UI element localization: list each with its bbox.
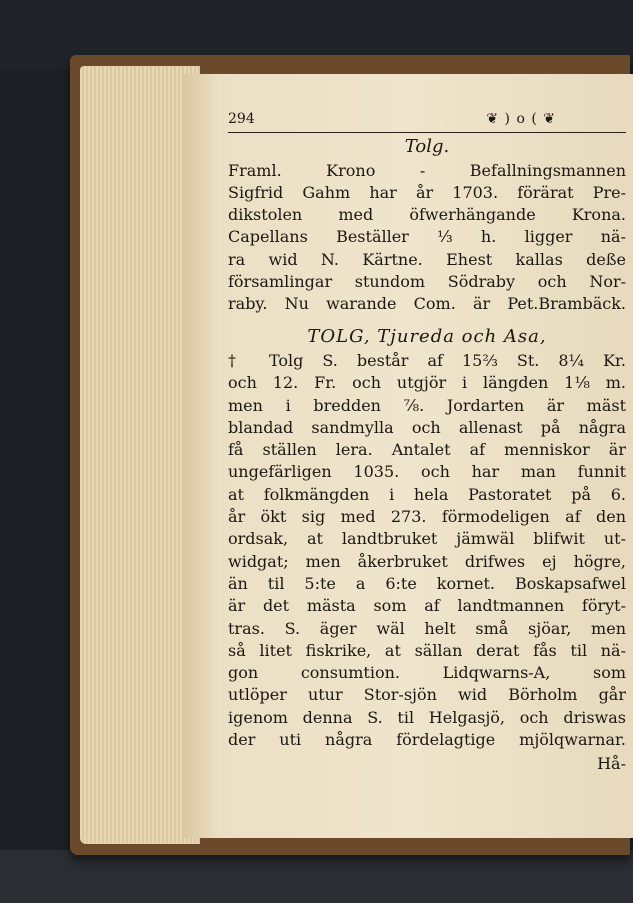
paragraph-1 (228, 160, 626, 316)
text-line: blandad sandmylla och allenast på några (228, 417, 626, 437)
background-bottom (0, 850, 633, 903)
text-line: ra wid N. Kärtne. Ehest kallas deße (228, 249, 626, 269)
text-line: der uti några fördelagtige mjölqwarnar. (228, 730, 626, 750)
header-ornament: ❦ ) o ( ❦ (486, 111, 556, 127)
text-line: än til 5:te a 6:te kornet. Boskapsafwel (228, 573, 626, 593)
text-line: † Tolg S. består af 15⅔ St. 8¼ Kr. (228, 350, 626, 370)
text-line: dikstolen med öfwerhängande Krona. (228, 205, 626, 225)
text-line: församlingar stundom Södraby och Nor- (228, 272, 626, 292)
text-line: så litet fiskrike, at sällan derat fås til nä- (228, 640, 626, 660)
text-line: ordsak, at landtbruket jämwäl blifwit ut- (228, 529, 626, 549)
text-line: få ställen lera. Antalet af menniskor är (228, 440, 626, 460)
page-text (228, 108, 626, 776)
text-line: ungefärligen 1035. och har man funnit (228, 462, 626, 482)
text-line: utlöper utur Stor-sjön wid Börholm går (228, 685, 626, 705)
text-line: raby. Nu warande Com. är Pet.Brambäck. (228, 294, 626, 314)
parish-heading: TOLG, Tjureda och Asa, (307, 325, 547, 347)
text-line: år ökt sig med 273. förmodeligen af den (228, 507, 626, 527)
running-header (228, 108, 626, 133)
text-line: tras. S. äger wäl helt små sjöar, men (228, 618, 626, 638)
text-line: igenom denna S. til Helgasjö, och driswas (228, 707, 626, 727)
text-line: Framl. Krono - Befallningsmannen (228, 160, 626, 180)
page-number: 294 (228, 111, 255, 127)
text-line: widgat; men åkerbruket drifwes ej högre, (228, 551, 626, 571)
paragraph-2 (228, 350, 626, 751)
text-line: Capellans Beställer ⅓ h. ligger nä- (228, 227, 626, 247)
catchword: Hå- (597, 754, 626, 774)
text-line: Sigfrid Gahm har år 1703. förärat Pre- (228, 182, 626, 202)
text-line: och 12. Fr. och utgjör i längden 1⅛ m. (228, 373, 626, 393)
text-line: gon consumtion. Lidqwarns-A, som (228, 663, 626, 683)
text-line: är det mästa som af landtmannen föryt- (228, 596, 626, 616)
text-line: at folkmängden i hela Pastoratet på 6. (228, 484, 626, 504)
text-line: men i bredden ⅞. Jordarten är mäst (228, 395, 626, 415)
section-title: Tolg. (404, 136, 450, 158)
